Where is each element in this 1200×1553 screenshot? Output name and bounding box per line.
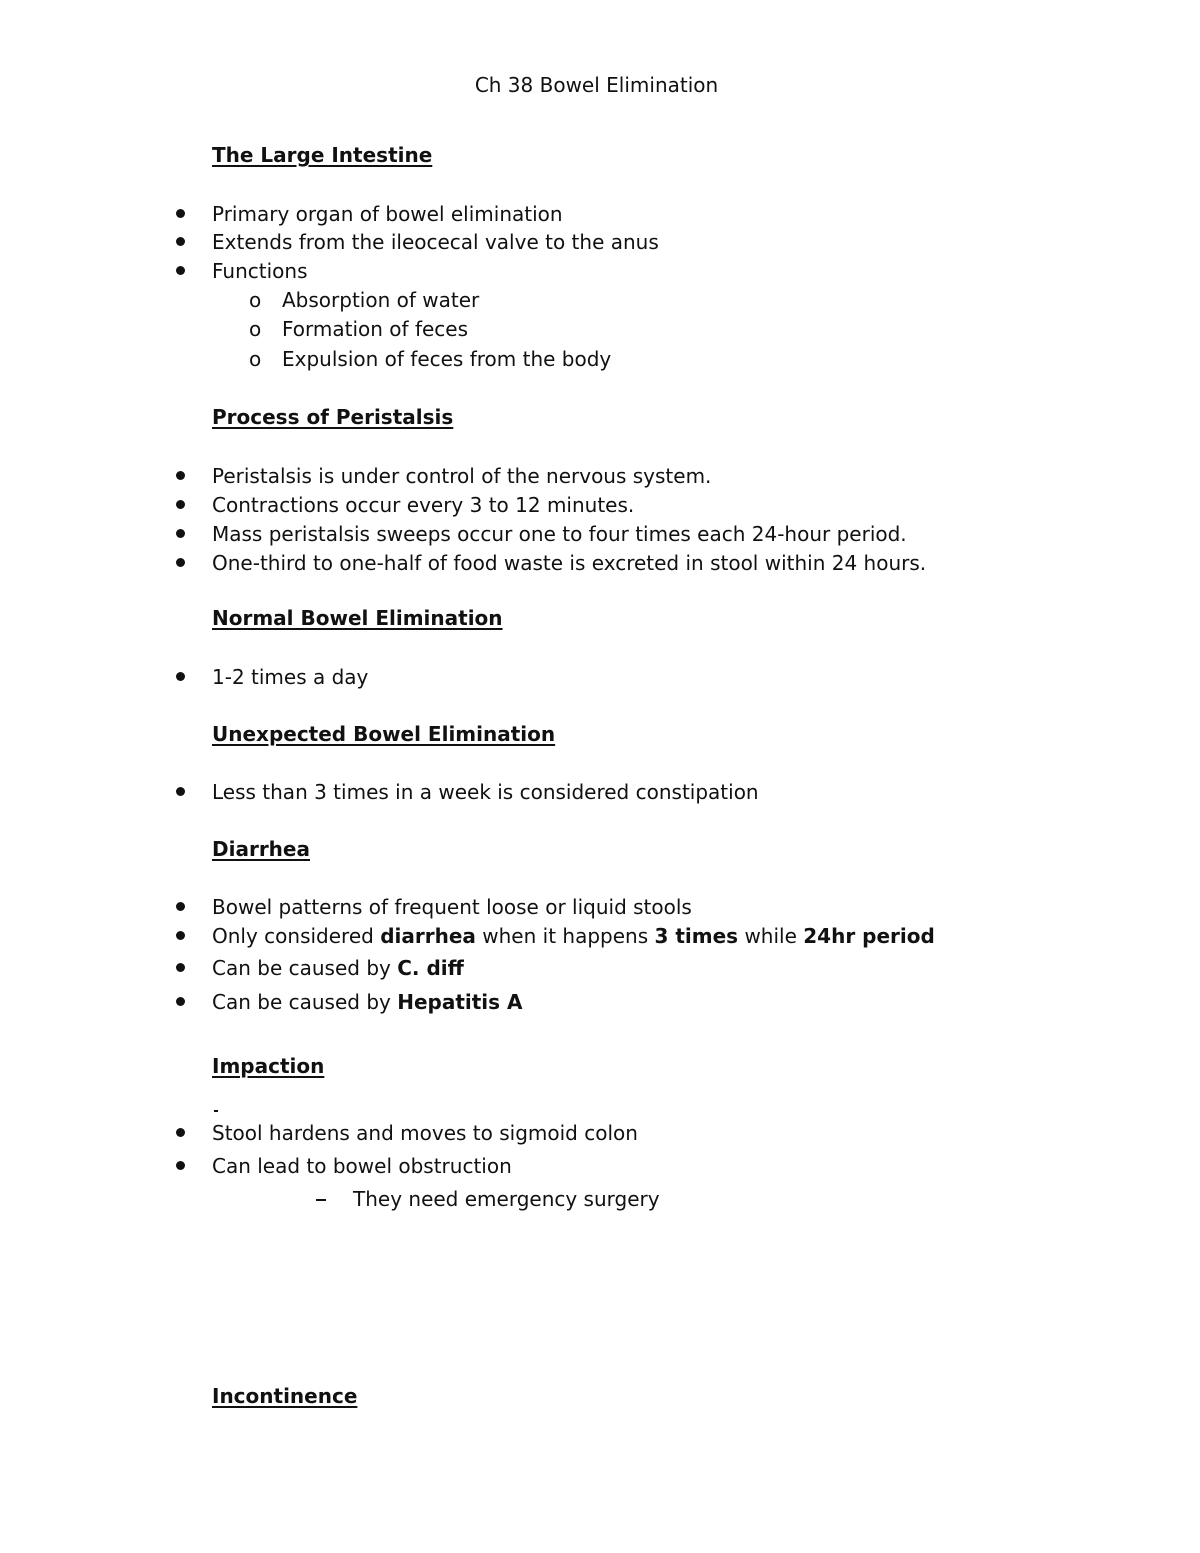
bullet-icon: [176, 529, 185, 538]
bullet-icon: [176, 209, 185, 218]
bullet-icon: [176, 500, 185, 509]
emphasis-text: diarrhea: [380, 924, 476, 948]
bullet-icon: [176, 787, 185, 796]
bullet-icon: [176, 672, 185, 681]
heading-incontinence: Incontinence: [212, 1384, 358, 1408]
heading-impaction: Impaction: [212, 1054, 325, 1078]
circle-bullet-icon: o: [249, 347, 262, 371]
list-item: Stool hardens and moves to sigmoid colon: [212, 1121, 638, 1145]
bullet-icon: [176, 1128, 185, 1137]
bullet-icon: [176, 997, 185, 1006]
list-item: Can be caused by C. diff: [212, 956, 464, 980]
bullet-icon: [176, 963, 185, 972]
heading-diarrhea: Diarrhea: [212, 837, 310, 861]
bullet-icon: [176, 902, 185, 911]
list-item: Bowel patterns of frequent loose or liquid stools: [212, 895, 692, 919]
bullet-icon: [176, 558, 185, 567]
sub-list-item: Expulsion of feces from the body: [282, 347, 612, 371]
stray-mark: [214, 1110, 218, 1112]
document-title: Ch 38 Bowel Elimination: [474, 73, 719, 97]
list-item: Primary organ of bowel elimination: [212, 202, 563, 226]
bullet-icon: [176, 471, 185, 480]
sub-list-item: Formation of feces: [282, 317, 469, 341]
bullet-icon: [176, 266, 185, 275]
list-item: Mass peristalsis sweeps occur one to four times each 24-hour period.: [212, 522, 907, 546]
list-item: Can be caused by Hepatitis A: [212, 990, 523, 1014]
list-item: Less than 3 times in a week is considered constipation: [212, 780, 759, 804]
emphasis-text: Hepatitis A: [397, 990, 523, 1014]
list-item: Only considered diarrhea when it happens 3 times while 24hr period: [212, 924, 935, 948]
emphasis-text: 3 times: [654, 924, 739, 948]
heading-large-intestine: The Large Intestine: [212, 143, 433, 167]
list-item: Contractions occur every 3 to 12 minutes.: [212, 493, 635, 517]
emphasis-text: 24hr period: [803, 924, 935, 948]
dash-bullet-icon: [316, 1199, 326, 1201]
sub-list-item: Absorption of water: [282, 288, 480, 312]
bullet-icon: [176, 931, 185, 940]
list-item: Can lead to bowel obstruction: [212, 1154, 512, 1178]
list-item: Functions: [212, 259, 308, 283]
heading-normal-bowel-elimination: Normal Bowel Elimination: [212, 606, 503, 630]
list-item: 1-2 times a day: [212, 665, 369, 689]
heading-peristalsis: Process of Peristalsis: [212, 405, 454, 429]
bullet-icon: [176, 237, 185, 246]
list-item: One-third to one-half of food waste is excreted in stool within 24 hours.: [212, 551, 927, 575]
list-item: Extends from the ileocecal valve to the anus: [212, 230, 659, 254]
bullet-icon: [176, 1161, 185, 1170]
emphasis-text: C. diff: [397, 956, 464, 980]
circle-bullet-icon: o: [249, 288, 262, 312]
heading-unexpected-bowel-elimination: Unexpected Bowel Elimination: [212, 722, 556, 746]
list-item: Peristalsis is under control of the nervous system.: [212, 464, 712, 488]
sub-list-item: They need emergency surgery: [353, 1187, 660, 1211]
circle-bullet-icon: o: [249, 317, 262, 341]
